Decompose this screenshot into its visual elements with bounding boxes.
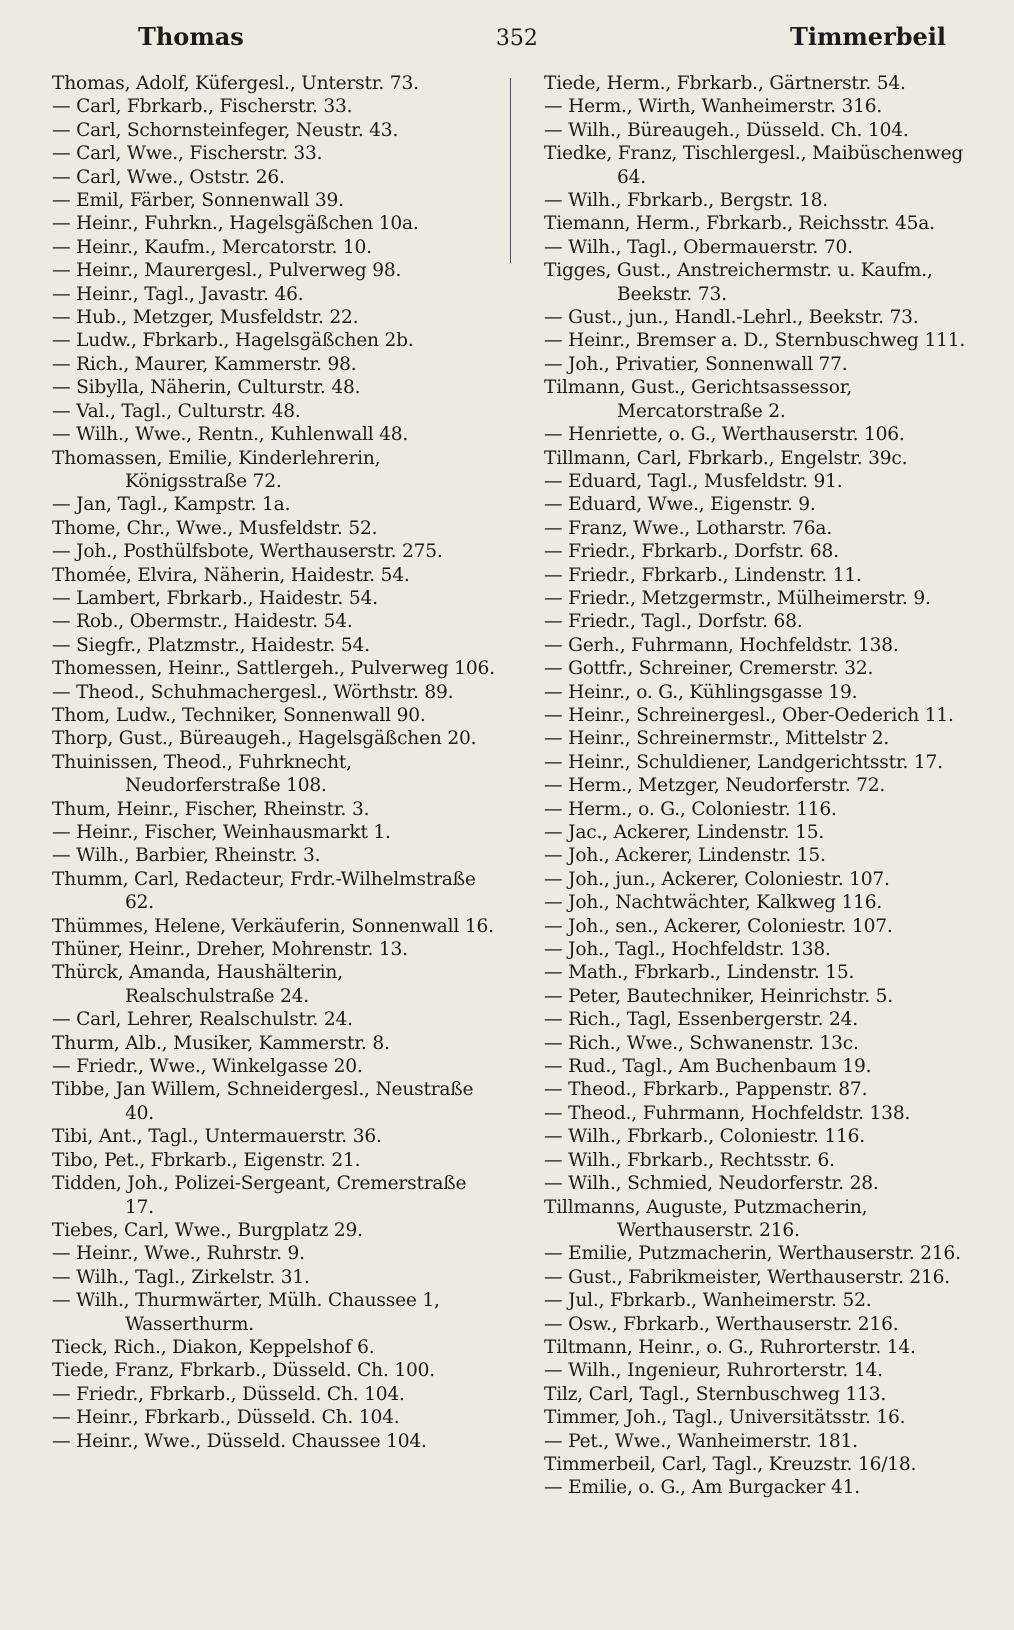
directory-entry: — Heinr., Fbrkarb., Düsseld. Ch. 104. [52,1407,400,1429]
directory-entry: — Heinr., Schreinermstr., Mittelstr 2. [544,728,890,750]
directory-entry: Thomas, Adolf, Küfergesl., Unterstr. 73. [52,73,419,94]
left-column [52,72,496,1500]
directory-entry: — Heinr., Bremser a. D., Sternbuschweg 111. [544,330,966,352]
directory-entry: — Wilh., Tagl., Zirkelstr. 31. [52,1266,310,1288]
directory-entry: — Rich., Maurer, Kammerstr. 98. [52,353,357,375]
directory-entry: Thomassen, Emilie, Kinderlehrerin, Königsstraße 72. [52,447,381,492]
directory-entry: — Herm., Wirth, Wanheimerstr. 316. [544,96,883,118]
directory-entry: Thomessen, Heinr., Sattlergeh., Pulverweg 106. [52,658,495,680]
directory-entry: Timmer, Joh., Tagl., Universitätsstr. 16. [544,1407,906,1429]
directory-entry: — Heinr., Tagl., Javastr. 46. [52,283,304,305]
directory-entry: — Heinr., Schreinergesl., Ober-Oederich 11. [544,704,954,726]
directory-entry: — Peter, Bautechniker, Heinrichstr. 5. [544,985,893,1007]
directory-entry: — Rich., Tagl, Essenbergerstr. 24. [544,1009,858,1031]
directory-entry: — Wilh., Thurmwärter, Mülh. Chaussee 1, Wasserthurm. [52,1290,440,1335]
directory-entry: — Carl, Schornsteinfeger, Neustr. 43. [52,119,399,141]
directory-entry: — Gottfr., Schreiner, Cremerstr. 32. [544,658,874,680]
directory-entry: — Wilh., Barbier, Rheinstr. 3. [52,845,321,867]
directory-entry: Timmerbeil, Carl, Tagl., Kreuzstr. 16/18. [544,1453,917,1475]
directory-entry: — Wilh., Ingenieur, Ruhrorterstr. 14. [544,1360,883,1382]
directory-entry: — Heinr., Fischer, Weinhausmarkt 1. [52,822,391,843]
directory-entry: Thümmes, Helene, Verkäuferin, Sonnenwall 16. [52,915,494,937]
directory-entry: Tillmann, Carl, Fbrkarb., Engelstr. 39c. [544,447,908,469]
directory-entry: Tigges, Gust., Anstreichermstr. u. Kaufm., Beekstr. 73. [544,260,933,305]
directory-entry: Tillmanns, Auguste, Putzmacherin, Werthauserstr. 216. [544,1196,868,1241]
directory-entry: — Joh., Posthülfsbote, Werthauserstr. 275. [52,541,443,563]
directory-entry: — Siegfr., Platzmstr., Haidestr. 54. [52,634,370,656]
directory-entry: — Wilh., Fbrkarb., Coloniestr. 116. [544,1126,866,1148]
directory-entry: Tiedke, Franz, Tischlergesl., Maibüschenweg 64. [544,143,964,188]
directory-entry: — Heinr., Wwe., Ruhrstr. 9. [52,1243,305,1265]
directory-entry: Tiebes, Carl, Wwe., Burgplatz 29. [52,1219,363,1241]
directory-entry: Tilz, Carl, Tagl., Sternbuschweg 113. [544,1383,887,1405]
directory-entry: — Gerh., Fuhrmann, Hochfeldstr. 138. [544,634,899,656]
directory-entry: Thürck, Amanda, Haushälterin, Realschulstraße 24. [52,962,343,1007]
directory-entry: — Emilie, Putzmacherin, Werthauserstr. 216. [544,1243,961,1265]
directory-entry: Tibo, Pet., Fbrkarb., Eigenstr. 21. [52,1149,361,1171]
directory-entry: Tilmann, Gust., Gerichtsassessor, Mercatorstraße 2. [544,377,853,422]
directory-entry: — Joh., Tagl., Hochfeldstr. 138. [544,939,831,961]
directory-entry: — Joh., Nachtwächter, Kalkweg 116. [544,892,883,914]
directory-entry: — Heinr., Maurergesl., Pulverweg 98. [52,260,402,282]
directory-entry: — Osw., Fbrkarb., Werthauserstr. 216. [544,1313,899,1335]
directory-entry: Tibbe, Jan Willem, Schneidergesl., Neustraße 40. [52,1079,474,1124]
directory-entry: — Friedr., Fbrkarb., Dorfstr. 68. [544,541,839,563]
directory-entry: — Emilie, o. G., Am Burgacker 41. [544,1477,860,1499]
directory-entry: — Carl, Wwe., Fischerstr. 33. [52,143,323,165]
directory-entry: — Jul., Fbrkarb., Wanheimerstr. 52. [544,1290,872,1312]
directory-entry: — Joh., sen., Ackerer, Coloniestr. 107. [544,915,893,937]
directory-entry: — Carl, Wwe., Oststr. 26. [52,166,285,188]
directory-entry: — Wilh., Schmied, Neudorferstr. 28. [544,1173,879,1195]
page-header [52,22,976,58]
directory-entry: — Heinr., Fuhrkn., Hagelsgäßchen 10a. [52,213,419,235]
directory-entry: — Henriette, o. G., Werthauserstr. 106. [544,424,905,446]
directory-entry: Thome, Chr., Wwe., Musfeldstr. 52. [52,517,378,539]
directory-entry: — Theod., Fbrkarb., Pappenstr. 87. [544,1079,868,1101]
directory-entry: Tiede, Franz, Fbrkarb., Düsseld. Ch. 100. [52,1360,435,1382]
column-divider [510,78,511,263]
directory-entry: — Friedr., Fbrkarb., Düsseld. Ch. 104. [52,1383,405,1405]
columns [52,72,976,1500]
directory-entry: — Heinr., o. G., Kühlingsgasse 19. [544,681,858,703]
directory-entry: — Friedr., Wwe., Winkelgasse 20. [52,1056,363,1078]
directory-entry: — Friedr., Tagl., Dorfstr. 68. [544,611,803,633]
directory-entry: Tibi, Ant., Tagl., Untermauerstr. 36. [52,1126,382,1148]
directory-entry: — Val., Tagl., Culturstr. 48. [52,400,301,422]
directory-entry: Thorp, Gust., Büreaugeh., Hagelsgäßchen 20. [52,728,477,750]
directory-entry: — Sibylla, Näherin, Culturstr. 48. [52,377,361,399]
directory-entry: — Theod., Schuhmachergesl., Wörthstr. 89. [52,681,454,703]
directory-entry: — Carl, Fbrkarb., Fischerstr. 33. [52,96,353,118]
directory-entry: — Gust., jun., Handl.-Lehrl., Beekstr. 73. [544,307,919,329]
directory-entry: — Pet., Wwe., Wanheimerstr. 181. [544,1430,858,1452]
directory-entry: Thüner, Heinr., Dreher, Mohrenstr. 13. [52,939,408,961]
directory-entry: — Friedr., Metzgermstr., Mülheimerstr. 9. [544,587,931,609]
directory-entry: — Math., Fbrkarb., Lindenstr. 15. [544,962,855,984]
directory-entry: Thumm, Carl, Redacteur, Frdr.-Wilhelmstraße 62. [52,868,476,914]
directory-entry: Thomée, Elvira, Näherin, Haidestr. 54. [52,564,410,586]
directory-entry: Thom, Ludw., Techniker, Sonnenwall 90. [52,704,426,726]
directory-entry: Tiemann, Herm., Fbrkarb., Reichsstr. 45a. [544,213,935,235]
directory-entry: — Franz, Wwe., Lotharstr. 76a. [544,517,833,539]
directory-entry: — Friedr., Fbrkarb., Lindenstr. 11. [544,564,862,586]
directory-entry: — Rud., Tagl., Am Buchenbaum 19. [544,1056,872,1078]
directory-entry: — Joh., jun., Ackerer, Coloniestr. 107. [544,868,890,890]
directory-entry: — Joh., Ackerer, Lindenstr. 15. [544,845,826,867]
directory-entry: — Wilh., Tagl., Obermauerstr. 70. [544,236,853,258]
directory-entry: — Heinr., Kaufm., Mercatorstr. 10. [52,236,372,258]
header-left-keyword: Thomas [138,22,244,51]
directory-entry: Thurm, Alb., Musiker, Kammerstr. 8. [52,1032,390,1054]
directory-entry: — Lambert, Fbrkarb., Haidestr. 54. [52,587,378,609]
header-right-keyword: Timmerbeil [790,22,946,51]
directory-entry: — Herm., o. G., Coloniestr. 116. [544,798,837,820]
directory-entry: — Hub., Metzger, Musfeldstr. 22. [52,307,359,329]
directory-entry: — Rob., Obermstr., Haidestr. 54. [52,611,353,633]
directory-entry: — Emil, Färber, Sonnenwall 39. [52,190,344,212]
directory-entry: — Eduard, Wwe., Eigenstr. 9. [544,494,816,516]
directory-entry: — Theod., Fuhrmann, Hochfeldstr. 138. [544,1102,911,1124]
directory-entry: — Heinr., Wwe., Düsseld. Chaussee 104. [52,1430,427,1452]
directory-entry: — Gust., Fabrikmeister, Werthauserstr. 216. [544,1266,950,1288]
directory-entry: — Jan, Tagl., Kampstr. 1a. [52,494,291,516]
directory-entry: Tiede, Herm., Fbrkarb., Gärtnerstr. 54. [544,73,906,94]
page-number: 352 [495,26,538,51]
directory-entry: — Heinr., Schuldiener, Landgerichtsstr. 17. [544,751,943,773]
directory-entry: — Joh., Privatier, Sonnenwall 77. [544,353,848,375]
right-column [544,72,976,1500]
directory-entry: — Wilh., Büreaugeh., Düsseld. Ch. 104. [544,119,909,141]
directory-entry: — Carl, Lehrer, Realschulstr. 24. [52,1009,353,1031]
directory-entry: Tidden, Joh., Polizei-Sergeant, Cremerstraße 17. [52,1173,467,1218]
directory-entry: — Herm., Metzger, Neudorferstr. 72. [544,775,886,797]
directory-entry: Tiltmann, Heinr., o. G., Ruhrorterstr. 14. [544,1336,916,1358]
directory-entry: Tieck, Rich., Diakon, Keppelshof 6. [52,1336,375,1358]
directory-entry: — Eduard, Tagl., Musfeldstr. 91. [544,470,843,492]
directory-entry: — Wilh., Fbrkarb., Bergstr. 18. [544,190,828,212]
directory-entry: Thuinissen, Theod., Fuhrknecht, Neudorferstraße 108. [52,751,352,797]
directory-entry: — Ludw., Fbrkarb., Hagelsgäßchen 2b. [52,330,414,352]
directory-entry: — Wilh., Fbrkarb., Rechtsstr. 6. [544,1149,835,1171]
directory-entry: — Rich., Wwe., Schwanenstr. 13c. [544,1032,859,1054]
directory-entry: — Jac., Ackerer, Lindenstr. 15. [544,822,825,843]
directory-entry: — Wilh., Wwe., Rentn., Kuhlenwall 48. [52,424,409,446]
directory-entry: Thum, Heinr., Fischer, Rheinstr. 3. [52,798,370,820]
